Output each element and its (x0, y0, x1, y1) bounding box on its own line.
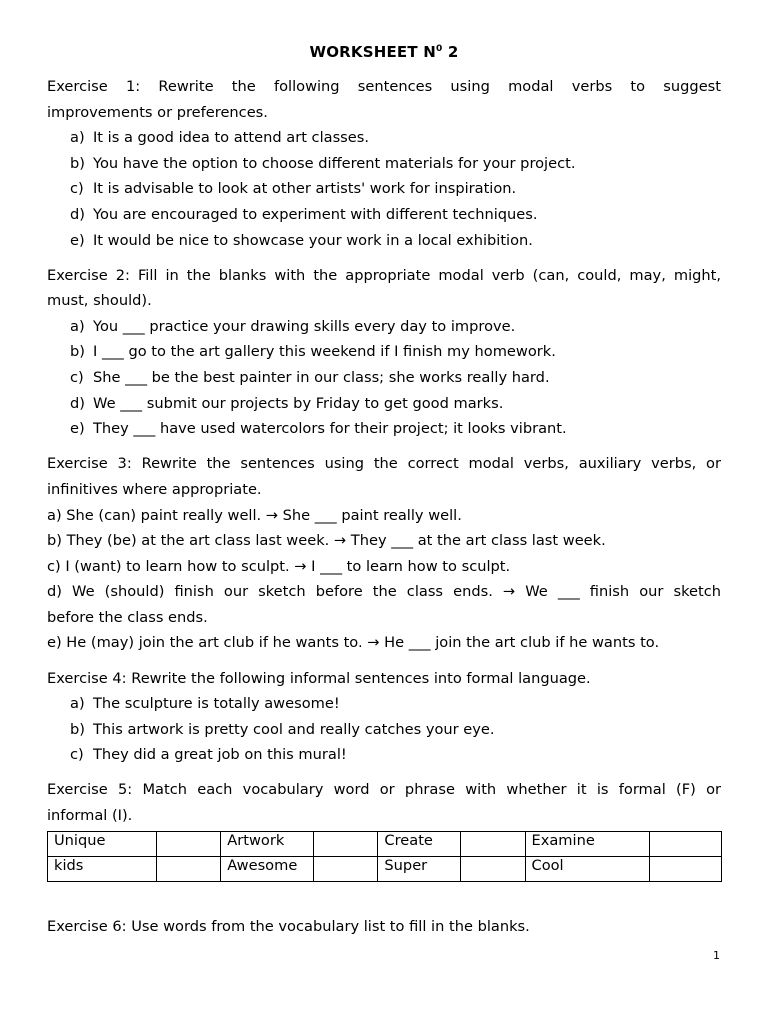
exercise-4-item-b: b) This artwork is pretty cool and really catches your eye. (70, 720, 495, 738)
exercise-3-item-d: d) We (should) finish our sketch before the class ends. → We ___ finish our sketch (47, 583, 721, 601)
exercise-1-item-e: e) It would be nice to showcase your work in a local exhibition. (70, 231, 533, 249)
exercise-3-item-e: e) He (may) join the art club if he wants to. → He ___ join the art club if he wants to. (47, 634, 660, 652)
exercise-1-item-a: a) It is a good idea to attend art classes. (70, 129, 370, 147)
exercise-1-item-d: d) You are encouraged to experiment with different techniques. (70, 205, 538, 223)
exercise-3-item-c: c) I (want) to learn how to sculpt. → I ___ to learn how to sculpt. (47, 557, 511, 575)
table-row (48, 856, 722, 881)
vocabulary-table (47, 831, 722, 882)
exercise-3-item-d-cont: before the class ends. (47, 608, 208, 626)
page-number: 1 (713, 949, 720, 962)
vocab-word: Super (378, 856, 461, 881)
answer-cell[interactable] (313, 856, 377, 881)
answer-cell[interactable] (156, 831, 220, 856)
exercise-5-prompt: Exercise 5: Match each vocabulary word or phrase with whether it is formal (F) or (47, 781, 721, 799)
worksheet-content (47, 74, 721, 939)
answer-cell[interactable] (156, 856, 220, 881)
vocab-word: Cool (525, 856, 650, 881)
exercise-4-item-a: a) The sculpture is totally awesome! (70, 695, 340, 713)
exercise-1-item-b: b) You have the option to choose different materials for your project. (70, 154, 576, 172)
exercise-2-item-e: e) They ___ have used watercolors for their project; it looks vibrant. (70, 420, 567, 438)
answer-cell[interactable] (650, 831, 722, 856)
exercise-6-prompt: Exercise 6: Use words from the vocabulary list to fill in the blanks. (47, 917, 530, 935)
vocab-word: Artwork (221, 831, 314, 856)
vocab-word: Awesome (221, 856, 314, 881)
exercise-3-prompt-cont: infinitives where appropriate. (47, 480, 262, 498)
exercise-2-item-a: a) You ___ practice your drawing skills every day to improve. (70, 317, 516, 335)
exercise-1-prompt: Exercise 1: Rewrite the following sentences using modal verbs to suggest (47, 78, 721, 95)
answer-cell[interactable] (461, 831, 525, 856)
vocab-word: kids (48, 856, 157, 881)
exercise-4-prompt: Exercise 4: Rewrite the following informal sentences into formal language. (47, 669, 591, 687)
vocab-word: Unique (48, 831, 157, 856)
exercise-2-prompt-cont: must, should). (47, 292, 152, 310)
answer-cell[interactable] (313, 831, 377, 856)
worksheet-title: WORKSHEET $N^0$ 2 (309, 43, 459, 61)
table-row (48, 831, 722, 856)
exercise-3-item-b: b) They (be) at the art class last week. → They ___ at the art class last week. (47, 532, 606, 550)
exercise-3-item-a: a) She (can) paint really well. → She ___ paint really well. (47, 506, 462, 524)
exercise-2-prompt: Exercise 2: Fill in the blanks with the appropriate modal verb (can, could, may, might, (47, 266, 721, 284)
answer-cell[interactable] (650, 856, 722, 881)
vocab-word: Create (378, 831, 461, 856)
exercise-3-prompt: Exercise 3: Rewrite the sentences using the correct modal verbs, auxiliary verbs, or (47, 455, 721, 473)
vocab-word: Examine (525, 831, 650, 856)
exercise-2-item-b: b) I ___ go to the art gallery this weekend if I finish my homework. (70, 343, 556, 361)
exercise-4-item-c: c) They did a great job on this mural! (70, 746, 347, 764)
exercise-2-item-c: c) She ___ be the best painter in our class; she works really hard. (70, 369, 550, 387)
answer-cell[interactable] (461, 856, 525, 881)
exercise-1-prompt-cont: improvements or preferences. (47, 103, 268, 121)
exercise-1-item-c: c) It is advisable to look at other artists' work for inspiration. (70, 180, 517, 198)
exercise-2-item-d: d) We ___ submit our projects by Friday to get good marks. (70, 394, 504, 412)
exercise-5-prompt-cont: informal (I). (47, 807, 133, 825)
